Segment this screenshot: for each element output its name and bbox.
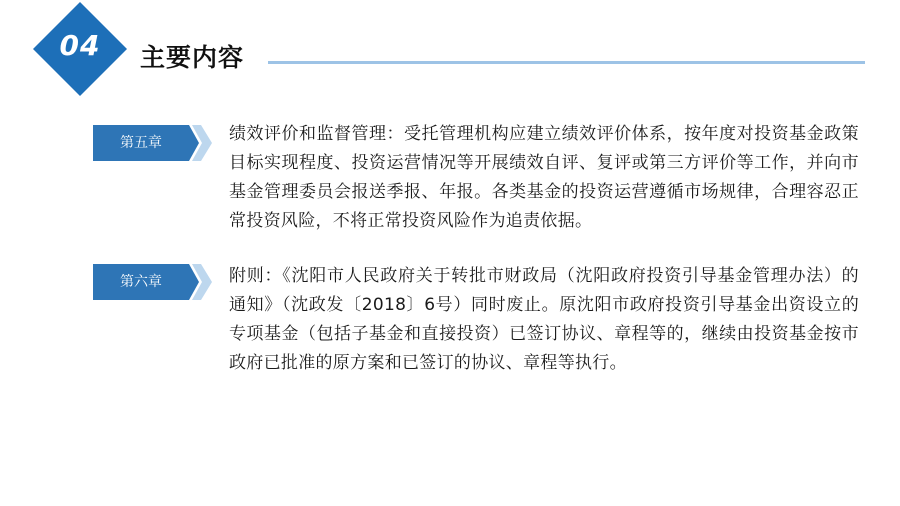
section-number: 04 bbox=[59, 29, 101, 62]
chapter-label: 第五章 bbox=[120, 135, 162, 151]
chapter-5-text: 绩效评价和监督管理：受托管理机构应建立绩效评价体系，按年度对投资基金政策目标实现程度、投资运营情况等开展绩效自评、复评或第三方评价等工作，并向市基金管理委员会报送季报、年报。各类基金的投资运营遵循市场规律，合理容忍正常投资风险，不将正常投资风险作为追责依据。 bbox=[229, 124, 859, 231]
section-number-badge bbox=[33, 2, 127, 96]
chapter-tag-6 bbox=[93, 264, 213, 300]
chapter-label: 第六章 bbox=[120, 274, 162, 290]
chapter-6-text: 附则：《沈阳市人民政府关于转批市财政局（沈阳政府投资引导基金管理办法）的通知》（沈政发〔2018〕6号）同时废止。原沈阳市政府投资引导基金出资设立的专项基金（包括子基金和直接投资）已签订协议、章程等的，继续由投资基金按市政府已批准的原方案和已签订的协议、章程等执行。 bbox=[229, 266, 859, 373]
page-title: 主要内容 bbox=[140, 43, 245, 72]
chapter-tag-5 bbox=[93, 125, 213, 161]
title-divider bbox=[268, 61, 865, 64]
